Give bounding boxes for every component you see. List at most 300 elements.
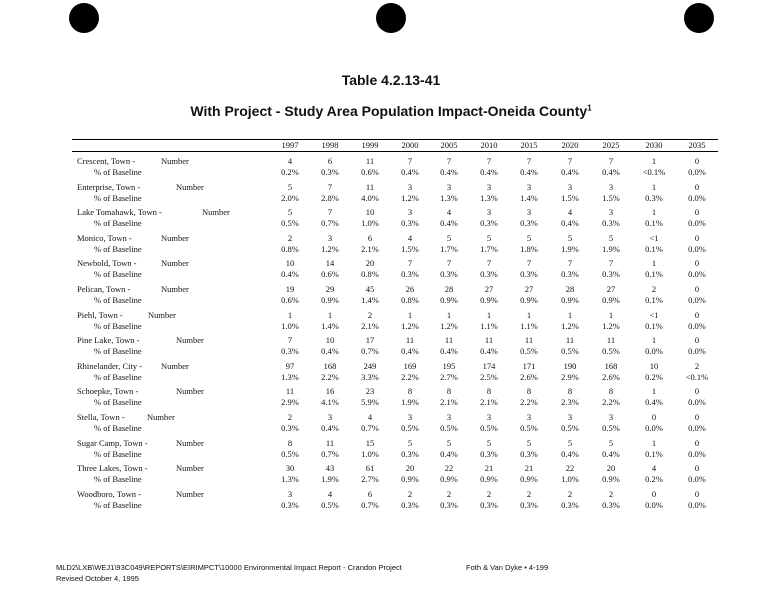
number-cell: 1	[287, 309, 293, 320]
table-row-baseline	[0, 321, 782, 332]
baseline-cell: 1.5%	[401, 243, 419, 254]
table-row	[0, 284, 782, 295]
number-cell: 4	[367, 412, 373, 422]
baseline-cell: 0.5%	[401, 423, 419, 433]
number-cell: 7	[608, 156, 614, 166]
baseline-cell: 1.7%	[480, 243, 498, 254]
number-cell: <1	[649, 232, 659, 243]
table-row-baseline	[0, 167, 782, 178]
baseline-cell: 4.0%	[361, 192, 379, 203]
baseline-cell: 0.4%	[645, 397, 663, 408]
number-cell: 22	[565, 463, 575, 474]
number-cell: 3	[526, 181, 532, 192]
baseline-label: % of Baseline	[94, 346, 142, 357]
number-cell: 1	[651, 335, 657, 346]
baseline-cell: 1.3%	[480, 192, 498, 203]
baseline-label: % of Baseline	[94, 269, 142, 280]
number-cell: 1	[526, 309, 532, 320]
measure-label: Number	[148, 309, 176, 320]
municipality-name: Enterprise, Town -	[77, 181, 141, 192]
baseline-label: % of Baseline	[94, 218, 142, 229]
baseline-cell: 0.5%	[561, 346, 579, 357]
table-row	[0, 335, 782, 346]
baseline-cell: 0.3%	[602, 499, 620, 510]
number-cell: 8	[486, 386, 492, 397]
footer-revised: Revised October 4, 1995	[56, 574, 139, 583]
baseline-cell: 0.3%	[401, 269, 419, 280]
number-cell: 11	[565, 335, 575, 346]
baseline-cell: 0.5%	[480, 423, 498, 433]
year-header: 2005	[440, 140, 458, 150]
number-cell: 0	[694, 463, 700, 474]
number-cell: 11	[325, 437, 335, 448]
header-bottom-rule	[72, 151, 718, 152]
municipality-name: Crescent, Town -	[77, 156, 136, 166]
baseline-cell: 0.4%	[440, 218, 458, 229]
baseline-cell: 0.3%	[281, 423, 299, 433]
baseline-cell: 2.7%	[361, 474, 379, 485]
baseline-cell: 0.2%	[281, 167, 299, 177]
baseline-cell: 1.2%	[401, 320, 419, 331]
footer-page: Foth & Van Dyke • 4-199	[466, 563, 549, 572]
measure-label: Number	[176, 437, 204, 448]
year-header: 2020	[561, 140, 579, 150]
number-cell: 1	[486, 309, 492, 320]
table-row-baseline	[0, 474, 782, 485]
baseline-cell: 0.1%	[645, 243, 663, 254]
table-row	[0, 489, 782, 500]
number-cell: 5	[287, 181, 293, 192]
number-cell: 10	[325, 335, 335, 346]
number-cell: 4	[446, 207, 452, 218]
baseline-cell: 0.3%	[561, 499, 579, 510]
number-cell: 3	[608, 181, 614, 192]
number-cell: 5	[608, 437, 614, 448]
baseline-cell: 0.1%	[645, 269, 663, 280]
number-cell: 168	[323, 360, 337, 371]
number-cell: 21	[524, 463, 534, 474]
number-cell: 4	[407, 232, 413, 243]
baseline-label: % of Baseline	[94, 397, 142, 408]
baseline-label: % of Baseline	[94, 295, 142, 305]
number-cell: 3	[407, 181, 413, 192]
baseline-cell: 1.4%	[520, 192, 538, 203]
baseline-cell: 2.5%	[480, 371, 498, 382]
number-cell: 0	[694, 335, 700, 346]
baseline-cell: 0.4%	[321, 423, 339, 433]
year-header: 1999	[361, 140, 379, 150]
baseline-cell: 0.3%	[561, 269, 579, 280]
number-cell: 2	[567, 488, 573, 499]
baseline-cell: 0.5%	[520, 346, 538, 357]
number-cell: 5	[486, 232, 492, 243]
baseline-label: % of Baseline	[94, 371, 142, 382]
number-cell: 11	[606, 335, 616, 346]
measure-label: Number	[161, 258, 189, 269]
footer-path: MLD2\LXB\WEJ1\93C049\REPORTS\EIRIMPCT\10000 Environmental Impact Report - Crandon Project	[56, 563, 402, 572]
number-cell: 2	[446, 488, 452, 499]
baseline-cell: 0.0%	[688, 346, 706, 357]
number-cell: 15	[365, 437, 375, 448]
baseline-cell: 1.2%	[401, 192, 419, 203]
number-cell: 8	[287, 437, 293, 448]
baseline-cell: 1.9%	[561, 243, 579, 254]
number-cell: 27	[484, 284, 494, 294]
baseline-cell: 0.6%	[321, 269, 339, 280]
measure-label: Number	[176, 335, 204, 346]
number-cell: 0	[694, 181, 700, 192]
number-cell: 5	[567, 232, 573, 243]
number-cell: 11	[484, 335, 494, 346]
table-row-baseline	[0, 372, 782, 383]
baseline-cell: 1.3%	[281, 474, 299, 485]
baseline-cell: 0.4%	[602, 167, 620, 177]
table-row-baseline	[0, 193, 782, 204]
number-cell: 17	[365, 335, 375, 346]
table-row-baseline	[0, 449, 782, 460]
number-cell: 171	[522, 360, 536, 371]
baseline-cell: 0.0%	[645, 423, 663, 433]
number-cell: 3	[567, 181, 573, 192]
baseline-cell: 2.8%	[321, 192, 339, 203]
number-cell: 2	[287, 232, 293, 243]
number-cell: 0	[651, 488, 657, 499]
number-cell: 0	[694, 437, 700, 448]
number-cell: 16	[325, 386, 335, 397]
baseline-cell: 0.9%	[520, 474, 538, 485]
number-cell: 1	[651, 207, 657, 218]
number-cell: 5	[446, 232, 452, 243]
baseline-cell: 2.6%	[602, 371, 620, 382]
municipality-name: Sugar Camp, Town -	[77, 437, 148, 448]
baseline-cell: 0.4%	[440, 448, 458, 459]
baseline-cell: 0.5%	[440, 423, 458, 433]
baseline-cell: 0.9%	[440, 295, 458, 305]
number-cell: 61	[365, 463, 375, 474]
baseline-cell: 0.3%	[520, 218, 538, 229]
measure-label: Number	[202, 207, 230, 218]
baseline-cell: 0.9%	[602, 295, 620, 305]
table-row-baseline	[0, 397, 782, 408]
baseline-cell: 0.5%	[561, 423, 579, 433]
baseline-cell: 1.0%	[281, 320, 299, 331]
number-cell: 7	[327, 181, 333, 192]
baseline-cell: 1.3%	[281, 371, 299, 382]
baseline-label: % of Baseline	[94, 499, 142, 510]
measure-label: Number	[161, 232, 189, 243]
baseline-cell: 5.9%	[361, 397, 379, 408]
municipality-name: Pelican, Town -	[77, 284, 131, 294]
number-cell: 0	[694, 258, 700, 269]
number-cell: 8	[407, 386, 413, 397]
number-cell: 19	[285, 284, 295, 294]
baseline-cell: 2.2%	[321, 371, 339, 382]
municipality-name: Three Lakes, Town -	[77, 463, 148, 474]
number-cell: 7	[407, 156, 413, 166]
number-cell: 7	[567, 258, 573, 269]
baseline-cell: 1.0%	[361, 218, 379, 229]
baseline-cell: 0.3%	[281, 346, 299, 357]
number-cell: 2	[287, 412, 293, 422]
number-cell: 4	[327, 488, 333, 499]
number-cell: 26	[405, 284, 415, 294]
number-cell: 45	[365, 284, 375, 294]
number-cell: 3	[407, 207, 413, 218]
baseline-cell: 1.5%	[561, 192, 579, 203]
number-cell: 10	[285, 258, 295, 269]
baseline-cell: 1.3%	[440, 192, 458, 203]
number-cell: 1	[651, 181, 657, 192]
number-cell: 2	[486, 488, 492, 499]
measure-label: Number	[161, 360, 189, 371]
baseline-cell: 0.7%	[321, 218, 339, 229]
number-cell: 1	[327, 309, 333, 320]
baseline-cell: 0.9%	[480, 295, 498, 305]
number-cell: 0	[694, 386, 700, 397]
table-row-baseline	[0, 295, 782, 306]
table-row	[0, 182, 782, 193]
number-cell: 1	[407, 309, 413, 320]
number-cell: 0	[694, 309, 700, 320]
measure-label: Number	[161, 284, 189, 294]
baseline-cell: 0.0%	[688, 448, 706, 459]
number-cell: 28	[444, 284, 454, 294]
municipality-name: Lake Tomahawk, Town -	[77, 207, 162, 218]
baseline-cell: 0.3%	[520, 269, 538, 280]
baseline-cell: 1.9%	[602, 243, 620, 254]
number-cell: 7	[486, 258, 492, 269]
baseline-cell: 2.1%	[361, 320, 379, 331]
number-cell: 0	[694, 488, 700, 499]
baseline-cell: 0.9%	[602, 474, 620, 485]
baseline-cell: 2.1%	[440, 397, 458, 408]
number-cell: 3	[446, 181, 452, 192]
measure-label: Number	[176, 386, 204, 397]
number-cell: 5	[608, 232, 614, 243]
number-cell: 10	[649, 360, 659, 371]
baseline-label: % of Baseline	[94, 167, 142, 177]
baseline-cell: 2.2%	[602, 397, 620, 408]
number-cell: 5	[287, 207, 293, 218]
baseline-cell: 0.4%	[480, 346, 498, 357]
baseline-cell: 0.0%	[688, 295, 706, 305]
number-cell: 3	[446, 412, 452, 422]
baseline-cell: 0.1%	[645, 295, 663, 305]
number-cell: 10	[365, 207, 375, 218]
number-cell: 3	[486, 181, 492, 192]
baseline-cell: 0.8%	[281, 243, 299, 254]
number-cell: 23	[365, 386, 375, 397]
number-cell: 3	[327, 232, 333, 243]
baseline-cell: 0.3%	[480, 499, 498, 510]
baseline-cell: 0.4%	[520, 167, 538, 177]
footnote-mark: 1	[587, 103, 592, 113]
punch-hole-left	[69, 3, 99, 33]
baseline-label: % of Baseline	[94, 423, 142, 433]
table-row-baseline	[0, 423, 782, 434]
number-cell: 2	[526, 488, 532, 499]
number-cell: 3	[287, 488, 293, 499]
table-row	[0, 258, 782, 269]
number-cell: 168	[604, 360, 618, 371]
table-row-baseline	[0, 218, 782, 229]
number-cell: 195	[442, 360, 456, 371]
number-cell: 3	[486, 412, 492, 422]
number-cell: 7	[446, 258, 452, 269]
baseline-cell: 0.3%	[602, 269, 620, 280]
baseline-cell: 0.9%	[561, 295, 579, 305]
number-cell: 11	[444, 335, 454, 346]
number-cell: 5	[526, 232, 532, 243]
baseline-cell: 2.3%	[561, 397, 579, 408]
baseline-cell: 3.3%	[361, 371, 379, 382]
number-cell: 1	[651, 156, 657, 166]
baseline-cell: 0.0%	[688, 423, 706, 433]
baseline-cell: 0.0%	[688, 397, 706, 408]
table-row	[0, 386, 782, 397]
baseline-cell: 0.3%	[281, 499, 299, 510]
number-cell: 169	[403, 360, 417, 371]
baseline-cell: 2.2%	[401, 371, 419, 382]
baseline-cell: 0.1%	[645, 448, 663, 459]
number-cell: 3	[407, 412, 413, 422]
baseline-cell: 0.0%	[688, 167, 706, 177]
number-cell: 22	[444, 463, 454, 474]
baseline-cell: 0.3%	[480, 218, 498, 229]
number-cell: 5	[567, 437, 573, 448]
number-cell: 2	[694, 360, 700, 371]
baseline-cell: 0.3%	[520, 448, 538, 459]
baseline-cell: 0.8%	[401, 295, 419, 305]
measure-label: Number	[176, 181, 204, 192]
baseline-label: % of Baseline	[94, 320, 142, 331]
number-cell: 7	[526, 258, 532, 269]
measure-label: Number	[176, 463, 204, 474]
table-row	[0, 156, 782, 167]
number-cell: 0	[651, 412, 657, 422]
baseline-cell: 1.2%	[561, 320, 579, 331]
number-cell: <1	[649, 309, 659, 320]
baseline-cell: 0.0%	[688, 192, 706, 203]
number-cell: 4	[567, 207, 573, 218]
baseline-label: % of Baseline	[94, 448, 142, 459]
number-cell: 1	[567, 309, 573, 320]
baseline-cell: 1.0%	[361, 448, 379, 459]
baseline-cell: 1.9%	[401, 397, 419, 408]
baseline-cell: 0.5%	[321, 499, 339, 510]
number-cell: 20	[365, 258, 375, 269]
baseline-cell: 0.1%	[645, 218, 663, 229]
baseline-cell: 2.6%	[520, 371, 538, 382]
baseline-cell: 0.5%	[602, 346, 620, 357]
number-cell: 1	[651, 258, 657, 269]
municipality-name: Piehl, Town -	[77, 309, 123, 320]
number-cell: 7	[486, 156, 492, 166]
number-cell: 0	[694, 207, 700, 218]
baseline-label: % of Baseline	[94, 243, 142, 254]
municipality-name: Pine Lake, Town -	[77, 335, 140, 346]
number-cell: 8	[526, 386, 532, 397]
number-cell: 6	[367, 232, 373, 243]
baseline-cell: 0.6%	[361, 167, 379, 177]
baseline-cell: 0.9%	[401, 474, 419, 485]
table-row	[0, 412, 782, 423]
baseline-cell: 0.0%	[688, 474, 706, 485]
baseline-cell: 1.1%	[480, 320, 498, 331]
table-title-text: With Project - Study Area Population Impact-Oneida County	[190, 103, 588, 119]
number-cell: 0	[694, 284, 700, 294]
number-cell: 1	[446, 309, 452, 320]
baseline-label: % of Baseline	[94, 474, 142, 485]
baseline-cell: 0.4%	[561, 448, 579, 459]
table-row-baseline	[0, 346, 782, 357]
baseline-cell: 0.4%	[401, 346, 419, 357]
number-cell: 29	[325, 284, 335, 294]
baseline-cell: 1.2%	[602, 320, 620, 331]
number-cell: 7	[608, 258, 614, 269]
measure-label: Number	[176, 488, 204, 499]
baseline-cell: 0.0%	[688, 499, 706, 510]
number-cell: 8	[608, 386, 614, 397]
baseline-cell: 0.5%	[602, 423, 620, 433]
baseline-cell: 0.5%	[281, 448, 299, 459]
number-cell: 4	[651, 463, 657, 474]
number-cell: 27	[606, 284, 616, 294]
baseline-cell: 0.3%	[480, 448, 498, 459]
baseline-cell: 2.1%	[480, 397, 498, 408]
baseline-cell: 1.7%	[440, 243, 458, 254]
municipality-name: Newbold, Town -	[77, 258, 137, 269]
number-cell: 11	[365, 156, 375, 166]
number-cell: 3	[608, 412, 614, 422]
number-cell: 3	[608, 207, 614, 218]
baseline-cell: 0.3%	[440, 269, 458, 280]
baseline-cell: 1.9%	[321, 474, 339, 485]
year-header: 1998	[321, 140, 339, 150]
baseline-cell: 0.0%	[688, 269, 706, 280]
baseline-cell: 2.9%	[281, 397, 299, 408]
baseline-cell: 1.0%	[561, 474, 579, 485]
number-cell: 5	[526, 437, 532, 448]
baseline-cell: 0.7%	[361, 346, 379, 357]
year-header: 2010	[480, 140, 498, 150]
table-row-baseline	[0, 244, 782, 255]
baseline-cell: 0.8%	[361, 269, 379, 280]
baseline-cell: 0.4%	[602, 448, 620, 459]
baseline-cell: 0.0%	[688, 243, 706, 254]
baseline-cell: 0.0%	[688, 218, 706, 229]
baseline-cell: 0.5%	[281, 218, 299, 229]
number-cell: 0	[694, 232, 700, 243]
baseline-cell: <0.1%	[685, 371, 709, 382]
number-cell: 0	[694, 412, 700, 422]
baseline-cell: 1.2%	[440, 320, 458, 331]
number-cell: 6	[327, 156, 333, 166]
measure-label: Number	[161, 156, 189, 166]
baseline-cell: 0.2%	[645, 474, 663, 485]
municipality-name: Schoepke, Town -	[77, 386, 139, 397]
number-cell: 28	[565, 284, 575, 294]
number-cell: 7	[567, 156, 573, 166]
number-cell: 174	[482, 360, 496, 371]
number-cell: 4	[287, 156, 293, 166]
baseline-cell: 0.9%	[520, 295, 538, 305]
number-cell: 43	[325, 463, 335, 474]
baseline-cell: 0.7%	[361, 423, 379, 433]
table-row	[0, 463, 782, 474]
baseline-cell: 1.8%	[520, 243, 538, 254]
baseline-cell: 0.0%	[688, 320, 706, 331]
